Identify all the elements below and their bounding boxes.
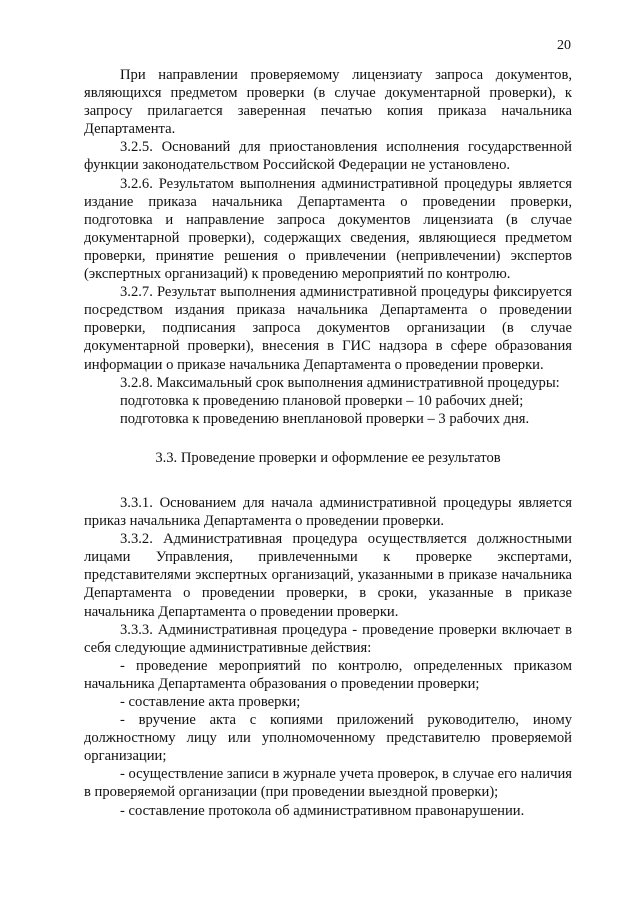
paragraph-3-2-8: 3.2.8. Максимальный срок выполнения административной процедуры: xyxy=(120,374,560,391)
list-item-journal-entry: - осуществление записи в журнале учета проверок, в случае его наличия в проверяемой организации (при проведении выездной проверки); xyxy=(84,766,572,801)
paragraph-request-documents: При направлении проверяемому лицензиату запроса документов, являющихся предметом проверки (в случае документарной проверки), к запросу прилагается заверенная печатью копия приказа начальника Департамента. xyxy=(84,67,572,138)
term-unplanned-inspection: подготовка к проведению внеплановой проверки – 3 рабочих дня. xyxy=(120,410,530,427)
paragraph-3-2-5: 3.2.5. Оснований для приостановления исполнения государственной функции законодательством Российской Федерации не установлено. xyxy=(84,139,572,174)
paragraph-3-2-7: 3.2.7. Результат выполнения административной процедуры фиксируется посредством издания приказа начальника Департамента о проведении проверки, подписания запроса документов организации (в случае документарной проверки), внесения в ГИС надзора в сфере образования информации о приказе начальника Департамента о проведении проверки. xyxy=(84,284,572,373)
term-planned-inspection: подготовка к проведению плановой проверки – 10 рабочих дней; xyxy=(120,392,524,409)
paragraph-3-3-2: 3.3.2. Административная процедура осуществляется должностными лицами Управления, привлеченными к проверке экспертами, представителями экспертных организаций, указанными в приказе начальника Департамента о проведении проверки, в сроки, указанные в приказе начальника Департамента о проведении проверки. xyxy=(84,531,572,620)
list-item-control-measures: - проведение мероприятий по контролю, определенных приказом начальника Департамента образования о проведении проверки; xyxy=(84,657,572,692)
paragraph-3-3-1: 3.3.1. Основанием для начала административной процедуры является приказ начальника Департамента о проведении проверки. xyxy=(84,494,572,530)
paragraph-3-3-3: 3.3.3. Административная процедура - проведение проверки включает в себя следующие административные действия: xyxy=(84,621,572,656)
list-item-violation-protocol: - составление протокола об административном правонарушении. xyxy=(120,802,525,819)
page-number: 20 xyxy=(557,38,571,53)
list-item-inspection-act: - составление акта проверки; xyxy=(120,694,301,710)
list-item-act-delivery: - вручение акта с копиями приложений руководителю, иному должностному лицу или уполномоченному представителю проверяемой организации; xyxy=(84,712,572,765)
document-body xyxy=(84,66,572,820)
section-title: 3.3. Проведение проверки и оформление ее результатов xyxy=(155,449,501,466)
paragraph-3-2-6: 3.2.6. Результатом выполнения административной процедуры является издание приказа начальника Департамента о проведении проверки, подготовка и направление запроса документов лицензиата (в случае документарной проверки), содержащих сведения, являющиеся предметом проверки, принятие решения о привлечении (непривлечении) экспертов (экспертных организаций) к проведению мероприятий по контролю. xyxy=(84,175,572,283)
